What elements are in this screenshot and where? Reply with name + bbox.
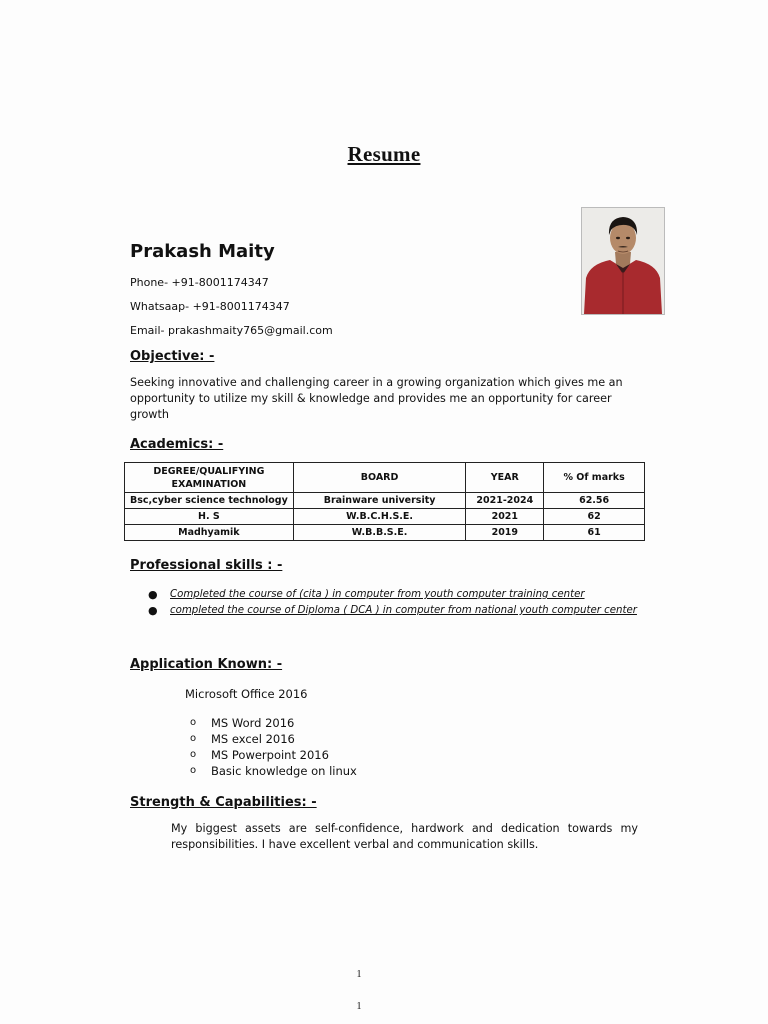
skill-text: completed the course of Diploma ( DCA ) in computer from national youth computer center <box>170 605 637 616</box>
strength-heading: Strength & Capabilities: - <box>130 795 317 810</box>
application-list <box>190 715 357 779</box>
circle-bullet-icon: o <box>190 717 197 728</box>
degree-cell: H. S <box>125 509 294 525</box>
list-item <box>190 715 357 731</box>
column-header-year: YEAR <box>466 463 544 493</box>
academics-heading: Academics: - <box>130 437 224 452</box>
page-number: 1 <box>356 969 362 980</box>
strength-line: My biggest assets are self-confidence, hardwork and dedication towards my <box>171 822 638 835</box>
objective-line: Seeking innovative and challenging career in a growing organization which gives me an <box>130 376 623 389</box>
table-row <box>125 525 645 541</box>
list-item <box>190 763 357 779</box>
page-number: 1 <box>356 1001 362 1012</box>
table-row <box>125 509 645 525</box>
board-cell: Brainware university <box>293 493 466 509</box>
circle-bullet-icon: o <box>190 733 197 744</box>
bullet-icon: ● <box>148 588 158 601</box>
application-text: MS Word 2016 <box>211 716 295 730</box>
column-header-degree: DEGREE/QUALIFYING EXAMINATION <box>125 463 294 493</box>
academics-header-row <box>125 463 645 493</box>
email-line: Email- prakashmaity765@gmail.com <box>130 324 333 337</box>
application-text: MS Powerpoint 2016 <box>211 748 329 762</box>
skill-text: Completed the course of (cita ) in computer from youth computer training center <box>170 589 585 600</box>
circle-bullet-icon: o <box>190 749 197 760</box>
table-row <box>125 493 645 509</box>
application-subtitle: Microsoft Office 2016 <box>185 687 308 701</box>
year-cell: 2021-2024 <box>466 493 544 509</box>
strength-line: responsibilities. I have excellent verbal and communication skills. <box>171 838 539 851</box>
year-cell: 2019 <box>466 525 544 541</box>
application-known-heading: Application Known: - <box>130 657 283 672</box>
professional-skills-list <box>148 587 637 619</box>
board-cell: W.B.B.S.E. <box>293 525 466 541</box>
application-text: MS excel 2016 <box>211 732 295 746</box>
professional-skills-heading: Professional skills : - <box>130 558 283 573</box>
strength-text <box>171 821 638 853</box>
phone-line: Phone- +91-8001174347 <box>130 276 269 289</box>
column-header-marks: % Of marks <box>544 463 645 493</box>
degree-cell: Bsc,cyber science technology <box>125 493 294 509</box>
list-item <box>190 747 357 763</box>
document-title: Resume <box>347 142 421 166</box>
column-header-board: BOARD <box>293 463 466 493</box>
list-item <box>148 603 637 619</box>
bullet-icon: ● <box>148 604 158 617</box>
degree-cell: Madhyamik <box>125 525 294 541</box>
objective-text <box>130 375 630 423</box>
academics-table <box>124 462 645 541</box>
objective-line: opportunity to utilize my skill & knowledge and provides me an opportunity for career <box>130 392 612 405</box>
circle-bullet-icon: o <box>190 765 197 776</box>
marks-cell: 62 <box>544 509 645 525</box>
application-text: Basic knowledge on linux <box>211 764 357 778</box>
candidate-name: Prakash Maity <box>130 241 275 262</box>
profile-photo <box>581 207 665 315</box>
objective-heading: Objective: - <box>130 349 215 364</box>
list-item <box>148 587 637 603</box>
marks-cell: 61 <box>544 525 645 541</box>
objective-line: growth <box>130 408 169 421</box>
board-cell: W.B.C.H.S.E. <box>293 509 466 525</box>
list-item <box>190 731 357 747</box>
whatsapp-line: Whatsaap- +91-8001174347 <box>130 300 290 313</box>
marks-cell: 62.56 <box>544 493 645 509</box>
year-cell: 2021 <box>466 509 544 525</box>
